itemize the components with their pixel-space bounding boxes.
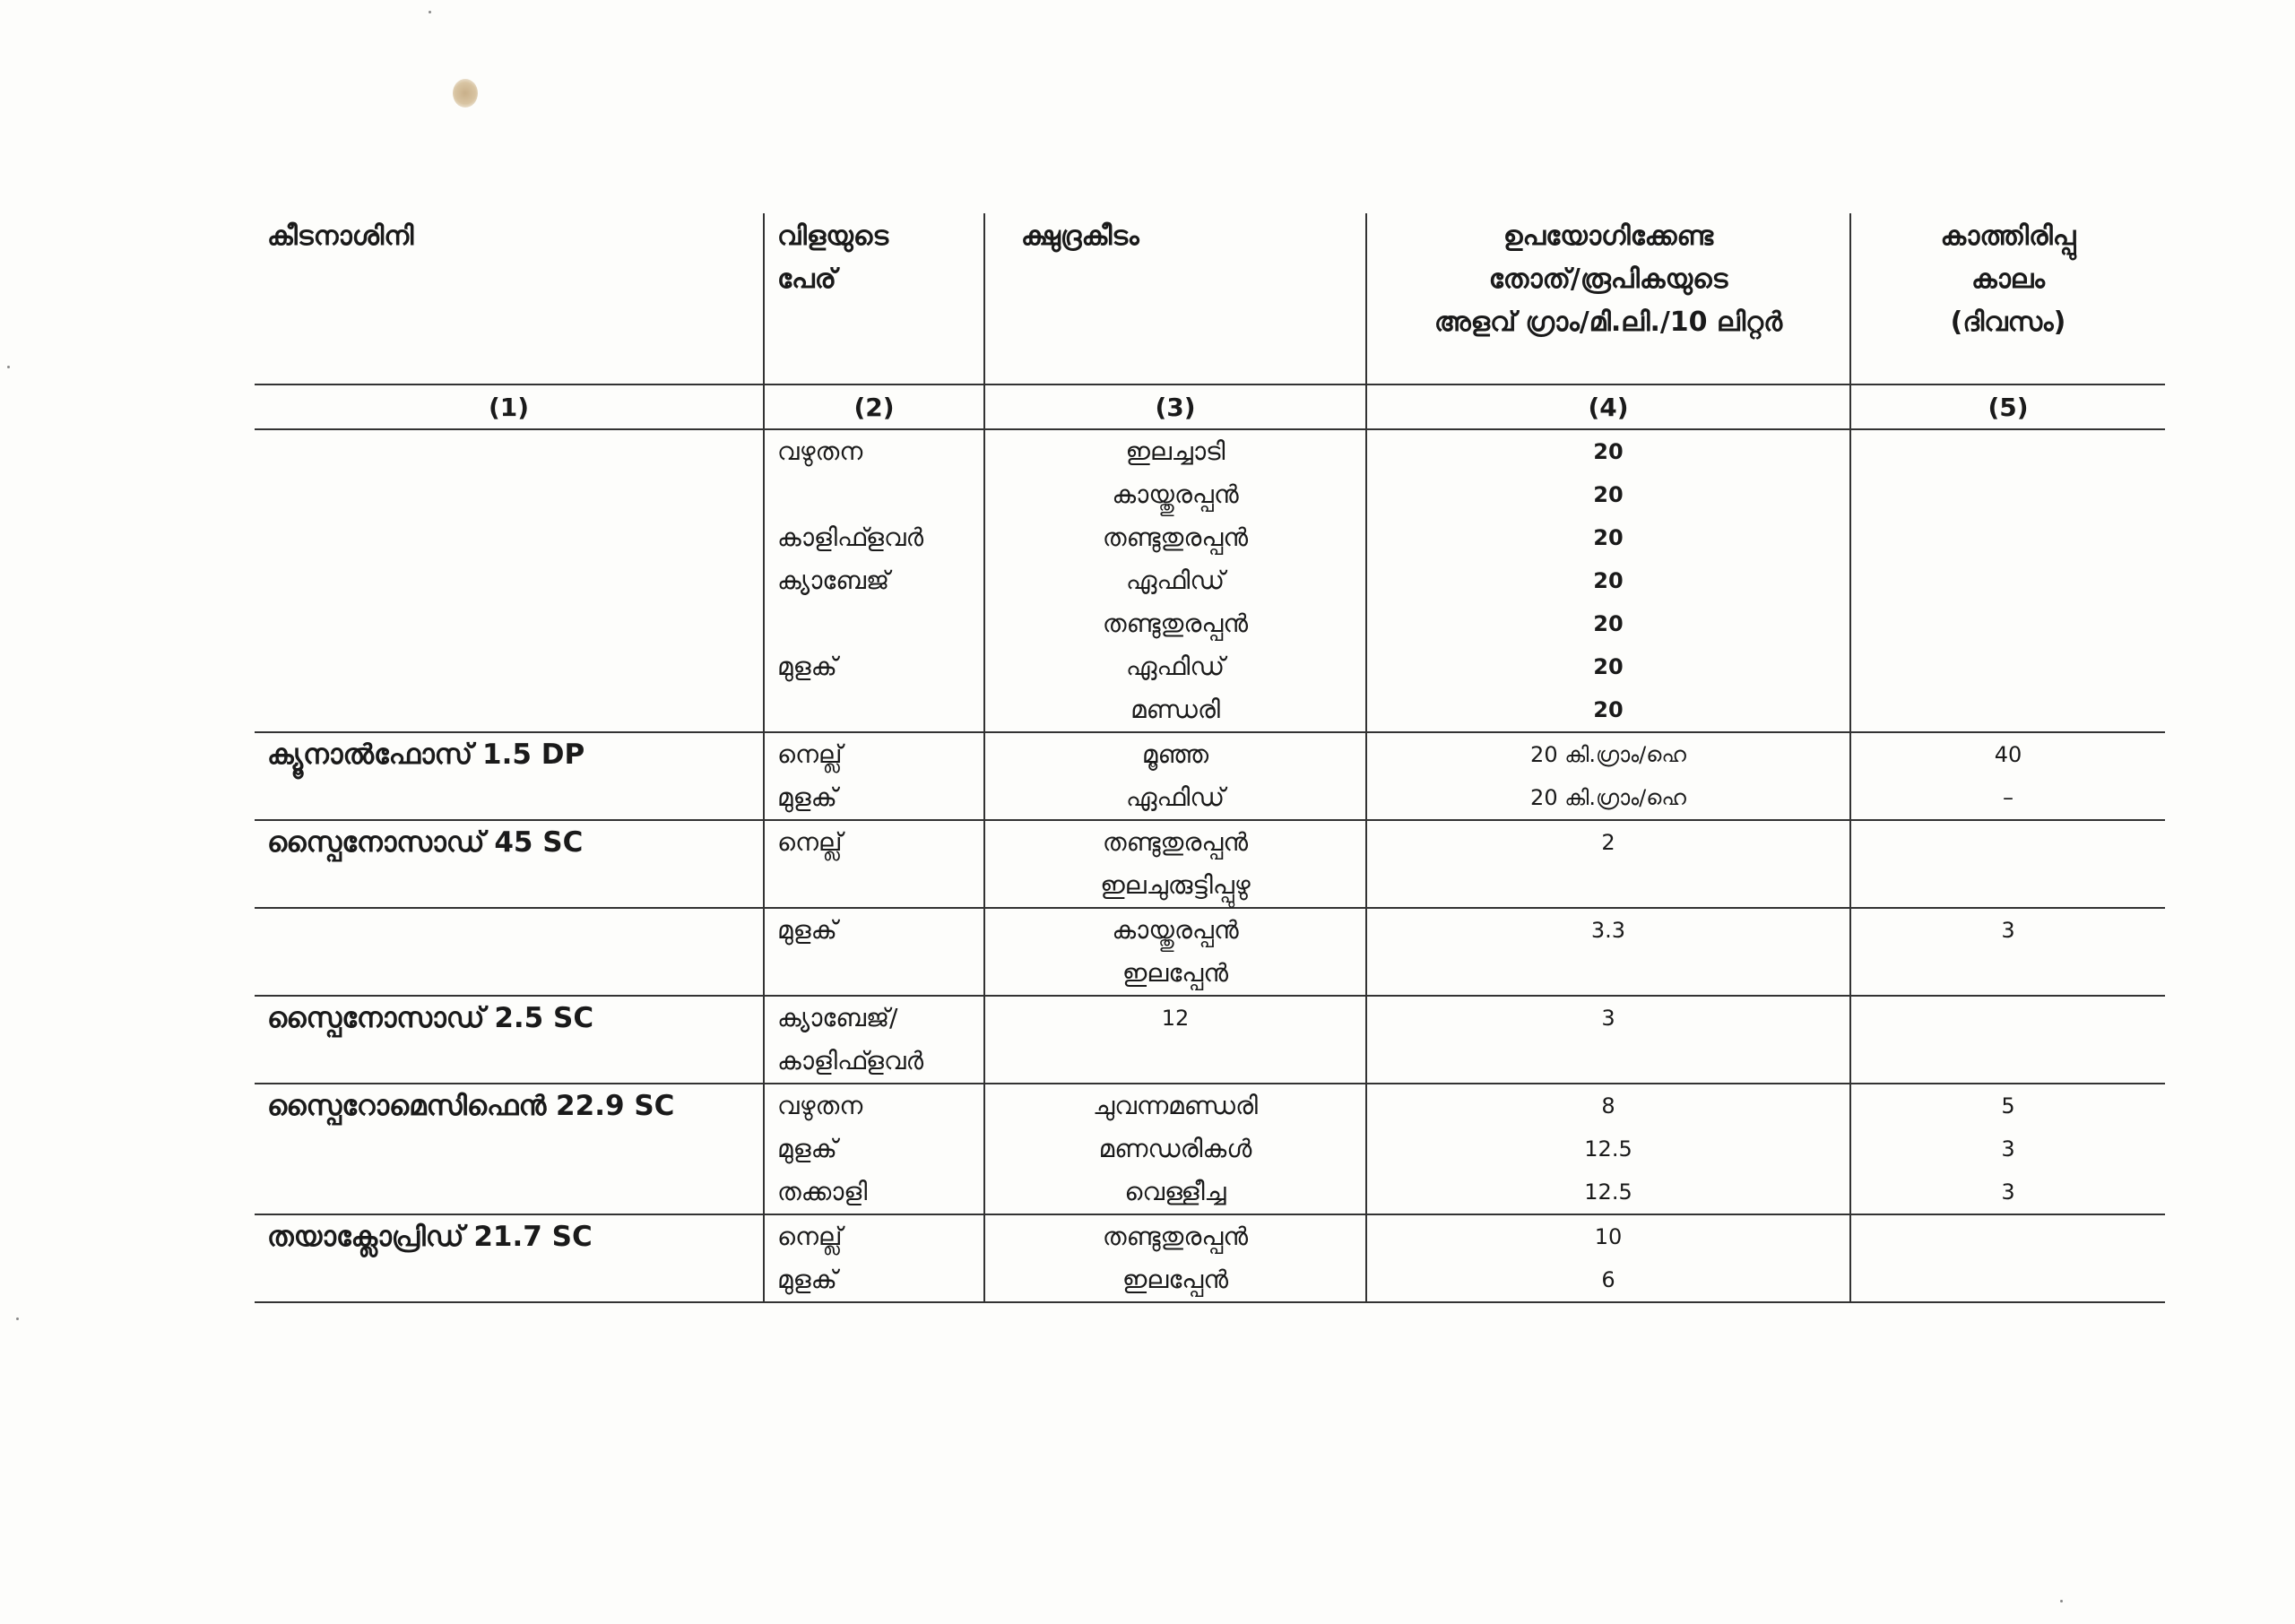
pesticide-cell-line xyxy=(267,1127,750,1170)
dose-cell-line xyxy=(1380,864,1837,907)
pesticide-cell-line xyxy=(267,688,750,731)
crop-cell-line: മുളക് xyxy=(777,652,837,681)
dose-cell-line: 20 xyxy=(1593,525,1624,550)
dose-cell-line: 8 xyxy=(1601,1093,1615,1119)
dose-cell xyxy=(1366,996,1850,1084)
crop-cell-line xyxy=(777,688,971,731)
crop-cell xyxy=(764,1214,984,1302)
paper-stain xyxy=(453,79,478,108)
column-number: (2) xyxy=(764,384,984,429)
dose-cell-line: 6 xyxy=(1601,1267,1615,1292)
header-dose xyxy=(1366,213,1850,384)
pesticide-cell-line xyxy=(267,1258,750,1301)
pesticide-cell-line xyxy=(267,864,750,907)
crop-cell-line xyxy=(777,473,971,516)
column-number: (1) xyxy=(255,384,764,429)
pest-cell xyxy=(984,732,1366,820)
crop-cell-line: മുളക് xyxy=(777,782,837,812)
waiting-period-cell-line xyxy=(1864,952,2152,995)
waiting-period-cell-line xyxy=(1864,864,2152,907)
table-row xyxy=(255,1084,2165,1214)
crop-cell xyxy=(764,1084,984,1214)
waiting-period-cell-line xyxy=(1864,602,2152,645)
pest-cell-line: തണ്ടുതുരപ്പൻ xyxy=(1102,1222,1249,1251)
pesticide-cell xyxy=(255,429,764,732)
pest-cell-line: തണ്ടുതുരപ്പൻ xyxy=(1102,523,1249,552)
dose-cell xyxy=(1366,429,1850,732)
pest-cell-line: ഏഫിഡ് xyxy=(1125,652,1225,681)
pest-cell-line: ഇലപ്പേൻ xyxy=(1122,958,1229,988)
pesticide-cell-line xyxy=(267,473,750,516)
pesticide-cell-line xyxy=(267,909,750,952)
pest-cell-line: ഇലച്ചാടി xyxy=(1125,436,1225,466)
pesticide-cell xyxy=(255,820,764,908)
paper-speck xyxy=(2060,1600,2063,1602)
pest-cell-line: ഇലപ്പേൻ xyxy=(1122,1265,1229,1294)
waiting-period-cell-line xyxy=(1864,430,2152,473)
dose-cell-line: 20 കി.ഗ്രാം/ഹെ xyxy=(1530,785,1686,810)
header-text: ഉപയോഗിക്കേണ്ട xyxy=(1503,220,1714,252)
crop-cell xyxy=(764,996,984,1084)
pesticide-cell-line: സ്പൈനോസാഡ് 2.5 SC xyxy=(267,1002,594,1034)
waiting-period-cell xyxy=(1850,1214,2165,1302)
pest-cell xyxy=(984,1214,1366,1302)
pest-cell-line: ചുവന്നമണ്ഡരി xyxy=(1093,1091,1258,1120)
header-text: പേര് xyxy=(777,263,836,295)
crop-cell-line: കാളിഫ്ളവർ xyxy=(777,523,924,552)
pest-cell-line: മണ്ഡരി xyxy=(1130,695,1220,724)
pesticide-cell xyxy=(255,996,764,1084)
waiting-period-cell-line xyxy=(1864,559,2152,602)
column-number: (3) xyxy=(984,384,1366,429)
table-row xyxy=(255,908,2165,996)
header-pest xyxy=(984,213,1366,384)
crop-cell-line: മുളക് xyxy=(777,915,837,945)
dose-cell-line xyxy=(1380,1040,1837,1083)
pesticide-cell-line xyxy=(267,952,750,995)
waiting-period-cell xyxy=(1850,908,2165,996)
crop-cell xyxy=(764,732,984,820)
header-waiting-period xyxy=(1850,213,2165,384)
pest-cell xyxy=(984,908,1366,996)
dose-cell-line xyxy=(1380,952,1837,995)
dose-cell xyxy=(1366,1084,1850,1214)
header-text: കാലം xyxy=(1970,263,2046,295)
dose-cell-line: 3.3 xyxy=(1590,918,1626,943)
dose-cell xyxy=(1366,820,1850,908)
crop-cell-line: ക്യാബേജ് xyxy=(777,566,890,595)
waiting-period-cell xyxy=(1850,429,2165,732)
table-row xyxy=(255,1214,2165,1302)
pest-cell-line: തണ്ടുതുരപ്പൻ xyxy=(1102,827,1249,857)
header-text: ക്ഷുദ്രകീടം xyxy=(1021,220,1139,252)
pesticide-cell-line: ക്യൂനാൽഫോസ് 1.5 DP xyxy=(267,739,585,771)
pesticide-cell-line xyxy=(267,516,750,559)
waiting-period-cell-line: 3 xyxy=(2001,918,2015,943)
waiting-period-cell-line: 40 xyxy=(1994,742,2022,767)
crop-cell-line: മുളക് xyxy=(777,1265,837,1294)
dose-cell-line: 20 xyxy=(1593,482,1624,507)
dose-cell-line: 20 xyxy=(1593,654,1624,679)
crop-cell-line xyxy=(777,602,971,645)
pesticide-cell-line xyxy=(267,430,750,473)
pest-cell-line: 12 xyxy=(1161,1006,1190,1031)
dose-cell-line: 10 xyxy=(1594,1224,1623,1249)
pest-cell-line xyxy=(998,1040,1353,1083)
pest-cell-line: വെള്ളീച്ച xyxy=(1124,1177,1226,1206)
table-row xyxy=(255,996,2165,1084)
waiting-period-cell-line: 3 xyxy=(2001,1136,2015,1162)
crop-cell xyxy=(764,820,984,908)
waiting-period-cell-line xyxy=(1864,473,2152,516)
dose-cell-line: 20 xyxy=(1593,568,1624,593)
dose-cell-line: 20 xyxy=(1593,439,1624,464)
dose-cell-line: 20 xyxy=(1593,697,1624,722)
pest-cell-line: തണ്ടുതുരപ്പൻ xyxy=(1102,609,1249,638)
crop-cell-line: നെല്ല് xyxy=(777,739,843,769)
header-pesticide xyxy=(255,213,764,384)
crop-cell-line: വഴുതന xyxy=(777,1091,863,1120)
crop-cell xyxy=(764,429,984,732)
pesticide-cell-line xyxy=(267,1170,750,1214)
waiting-period-cell-line xyxy=(1864,821,2152,864)
waiting-period-cell-line: 5 xyxy=(2001,1093,2015,1119)
crop-cell-line: നെല്ല് xyxy=(777,827,843,857)
pesticide-cell-line xyxy=(267,645,750,688)
dose-cell xyxy=(1366,1214,1850,1302)
dose-cell-line: 12.5 xyxy=(1584,1136,1632,1162)
crop-cell-line xyxy=(777,952,971,995)
table-row xyxy=(255,429,2165,732)
table-header-row xyxy=(255,213,2165,384)
crop-cell-line: മുളക് xyxy=(777,1134,837,1163)
table-row xyxy=(255,820,2165,908)
dose-cell xyxy=(1366,732,1850,820)
waiting-period-cell xyxy=(1850,1084,2165,1214)
dose-cell-line: 20 കി.ഗ്രാം/ഹെ xyxy=(1530,742,1686,767)
pest-cell-line: മണഡരികൾ xyxy=(1098,1134,1252,1163)
waiting-period-cell xyxy=(1850,996,2165,1084)
header-text: അളവ് ഗ്രാം/മി.ലി./10 ലിറ്റർ xyxy=(1433,307,1783,338)
waiting-period-cell-line xyxy=(1864,1258,2152,1301)
pest-cell-line: ഇലചുരുട്ടിപ്പുഴു xyxy=(1100,870,1251,900)
column-number-row xyxy=(255,384,2165,429)
waiting-period-cell-line xyxy=(1864,645,2152,688)
dose-cell-line: 3 xyxy=(1601,1006,1615,1031)
paper-speck xyxy=(7,366,10,368)
crop-cell-line: തക്കാളി xyxy=(777,1177,868,1206)
header-crop xyxy=(764,213,984,384)
header-text: വിളയുടെ xyxy=(777,220,889,252)
pesticide-cell-line xyxy=(267,559,750,602)
waiting-period-cell-line xyxy=(1864,516,2152,559)
pesticide-cell-line: തയാക്ലോപ്രിഡ് 21.7 SC xyxy=(267,1221,593,1253)
waiting-period-cell xyxy=(1850,820,2165,908)
crop-cell-line: നെല്ല് xyxy=(777,1222,843,1251)
column-number: (5) xyxy=(1850,384,2165,429)
crop-cell-line xyxy=(777,864,971,907)
pesticide-cell-line: സ്പൈനോസാഡ് 45 SC xyxy=(267,826,584,859)
paper-speck xyxy=(16,1317,19,1320)
pest-cell-line: കായ്തുരപ്പൻ xyxy=(1112,479,1239,509)
column-number: (4) xyxy=(1366,384,1850,429)
header-text: കാത്തിരിപ്പു xyxy=(1940,220,2076,252)
pest-cell-line: ഏഫിഡ് xyxy=(1125,566,1225,595)
pesticide-cell-line: സ്പൈറോമെസിഫെൻ 22.9 SC xyxy=(267,1090,675,1122)
pesticide-table xyxy=(255,213,2165,1303)
pest-cell-line: മൂഞ്ഞ xyxy=(1141,739,1209,769)
dose-cell xyxy=(1366,908,1850,996)
pest-cell xyxy=(984,1084,1366,1214)
waiting-period-cell-line: – xyxy=(2003,785,2014,810)
waiting-period-cell-line: 3 xyxy=(2001,1179,2015,1205)
pesticide-cell xyxy=(255,1084,764,1214)
crop-cell-line: കാളിഫ്ളവർ xyxy=(777,1046,924,1075)
crop-cell-line: ക്യാബേജ്/ xyxy=(777,1003,898,1032)
pest-cell xyxy=(984,429,1366,732)
waiting-period-cell-line xyxy=(1864,997,2152,1040)
pest-cell-line: ഏഫിഡ് xyxy=(1125,782,1225,812)
waiting-period-cell-line xyxy=(1864,1215,2152,1258)
pest-cell xyxy=(984,996,1366,1084)
header-text: (ദിവസം) xyxy=(1950,307,2066,338)
waiting-period-cell-line xyxy=(1864,1040,2152,1083)
dose-cell-line: 20 xyxy=(1593,611,1624,636)
waiting-period-cell-line xyxy=(1864,688,2152,731)
pest-cell-line: കായ്തുരപ്പൻ xyxy=(1112,915,1239,945)
table-row xyxy=(255,732,2165,820)
pesticide-cell-line xyxy=(267,1040,750,1083)
header-text: തോത്/രൂപികയുടെ xyxy=(1488,263,1728,295)
pesticide-cell-line xyxy=(267,602,750,645)
paper-speck xyxy=(429,11,431,13)
waiting-period-cell xyxy=(1850,732,2165,820)
pesticide-cell-line xyxy=(267,776,750,819)
crop-cell-line: വഴുതന xyxy=(777,436,863,466)
dose-cell-line: 12.5 xyxy=(1584,1179,1632,1205)
pesticide-cell xyxy=(255,1214,764,1302)
pesticide-cell xyxy=(255,908,764,996)
pest-cell xyxy=(984,820,1366,908)
pesticide-cell xyxy=(255,732,764,820)
crop-cell xyxy=(764,908,984,996)
dose-cell-line: 2 xyxy=(1601,830,1615,855)
header-text: കീടനാശിനി xyxy=(267,220,414,252)
